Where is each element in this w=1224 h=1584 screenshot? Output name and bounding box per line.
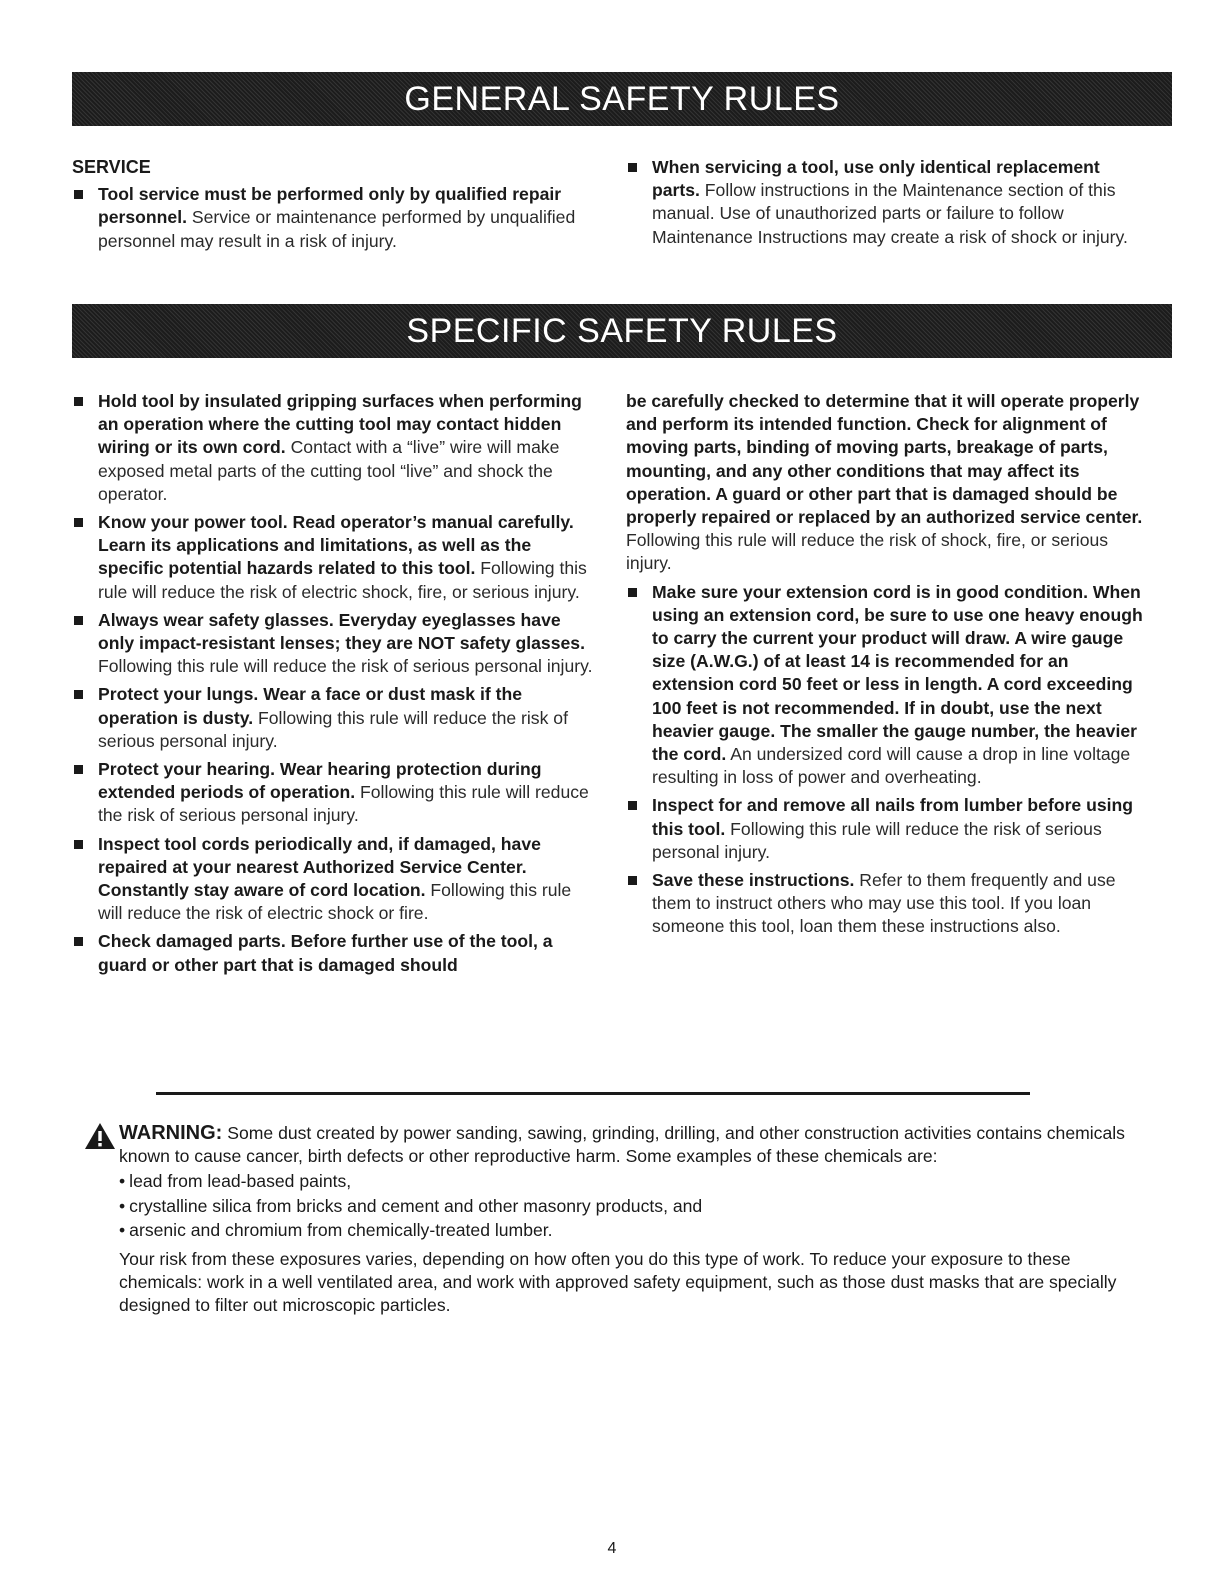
specific-rule: Know your power tool. Read operator’s manual carefully. Learn its applications and limitations, as well as the specific potential hazards related to this tool. Following this rule will reduce the risk of electric shock, fire, or serious injury. [72,511,598,604]
specific-rule: Make sure your extension cord is in good condition. When using an extension cord, be sure to use one heavy enough to carry the current your product will draw. A wire gauge size (A.W.G.) of at least 14 is recommended for an extension cord 50 feet or less in length. A cord exceeding 100 feet is not recommended. If in doubt, use the next heavier gauge. The smaller the gauge number, the heavier the cord. An undersized cord will cause a drop in line voltage resulting in loss of power and overheating. [626,581,1146,790]
specific-rule: Protect your hearing. Wear hearing protection during extended periods of operation. Following this rule will reduce the risk of serious personal injury. [72,758,598,828]
page-number: 4 [607,1540,617,1557]
square-bullet-icon [628,801,637,810]
general-left-column [72,156,592,258]
warning-triangle-icon [84,1122,116,1150]
square-bullet-icon [74,190,83,199]
specific-safety-title: SPECIFIC SAFETY RULES [406,311,838,350]
square-bullet-icon [74,840,83,849]
specific-left-column [72,390,598,982]
square-bullet-icon [628,163,637,172]
square-bullet-icon [74,616,83,625]
warning-example: • lead from lead-based paints, [119,1170,1134,1193]
warning-intro: WARNING: Some dust created by power sanding, sawing, grinding, drilling, and other construction activities contains chemicals known to cause cancer, birth defects or other reproductive harm. Some examples of these chemicals are: [119,1122,1125,1167]
specific-rule: Hold tool by insulated gripping surfaces when performing an operation where the cutting tool may contact hidden wiring or its own cord. Contact with a “live” wire will make exposed metal parts of the cutting tool “live” and shock the operator. [72,390,598,506]
general-rule: When servicing a tool, use only identical replacement parts. Follow instructions in the Maintenance section of this manual. Use of unauthorized parts or failure to follow Maintenance Instructions may create a risk of shock or injury. [626,156,1144,249]
general-right-column [626,156,1144,254]
square-bullet-icon [628,876,637,885]
specific-rule: Inspect for and remove all nails from lumber before using this tool. Following this rule will reduce the risk of serious personal injury. [626,794,1146,864]
warning-example: • crystalline silica from bricks and cement and other masonry products, and [119,1195,1134,1218]
specific-rule: Inspect tool cords periodically and, if damaged, have repaired at your nearest Authorized Service Center. Constantly stay aware of cord location. Following this rule will reduce the risk of electric shock or fire. [72,833,598,926]
specific-right-column [626,390,1146,944]
specific-safety-banner [72,304,1172,358]
specific-rule: Always wear safety glasses. Everyday eyeglasses have only impact-resistant lenses; they are NOT safety glasses. Following this rule will reduce the risk of serious personal injury. [72,609,598,679]
square-bullet-icon [74,397,83,406]
specific-rule: Save these instructions. Refer to them frequently and use them to instruct others who may use this tool. If you loan someone this tool, loan them these instructions also. [626,869,1146,939]
service-heading: SERVICE [72,157,151,177]
general-safety-banner [72,72,1172,126]
specific-rule: Check damaged parts. Before further use of the tool, a guard or other part that is damaged should [72,930,598,976]
warning-example: • arsenic and chromium from chemically-treated lumber. [119,1219,1134,1242]
square-bullet-icon [74,937,83,946]
warning-outro: Your risk from these exposures varies, depending on how often you do this type of work. To reduce your exposure to these chemicals: work in a well ventilated area, and work with approved safety equipment, such as those dust masks that are specially designed to filter out microscopic particles. [119,1249,1117,1316]
section-divider [156,1092,1030,1095]
specific-rule: Protect your lungs. Wear a face or dust mask if the operation is dusty. Following this rule will reduce the risk of serious personal injury. [72,683,598,753]
continued-rule: be carefully checked to determine that it will operate properly and perform its intended function. Check for alignment of moving parts, binding of moving parts, breakage of parts, mounting, and any other conditions that may affect its operation. A guard or other part that is damaged should be properly repaired or replaced by an authorized service center. Following this rule will reduce the risk of shock, fire, or serious injury. [626,391,1143,574]
square-bullet-icon [74,765,83,774]
general-rule: Tool service must be performed only by qualified repair personnel. Service or maintenance performed by unqualified personnel may result in a risk of injury. [72,183,592,253]
general-safety-title: GENERAL SAFETY RULES [404,79,840,118]
square-bullet-icon [74,518,83,527]
warning-label: WARNING: [119,1122,223,1144]
square-bullet-icon [628,588,637,597]
warning-block [84,1122,1134,1318]
square-bullet-icon [74,690,83,699]
